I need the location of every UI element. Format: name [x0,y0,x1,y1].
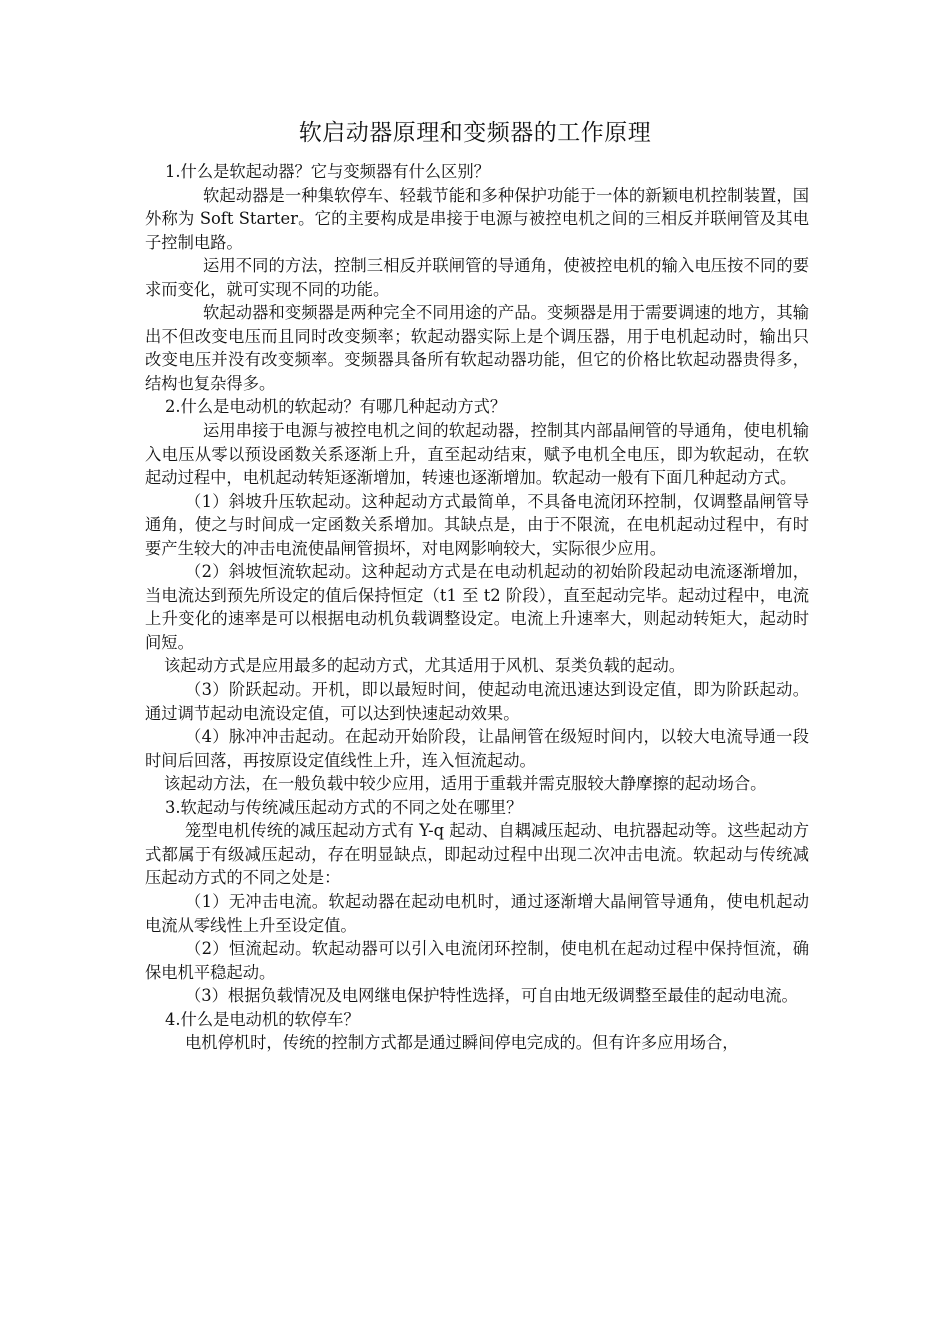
paragraph: （1）斜坡升压软起动。这种起动方式最简单，不具备电流闭环控制，仅调整晶闸管导通角，使之与时间成一定函数关系增加。其缺点是，由于不限流，在电机起动过程中，有时要产生较大的冲击电流使晶闸管损坏，对电网影响较大，实际很少应用。 [145,491,809,558]
paragraph: 软起动器和变频器是两种完全不同用途的产品。变频器是用于需要调速的地方，其输出不但改变电压而且同时改变频率；软起动器实际上是个调压器，用于电机起动时，输出只改变电压并没有改变频率。变频器具备所有软起动器功能，但它的价格比软起动器贵得多，结构也复杂得多。 [145,303,809,393]
section-heading: 3.软起动与传统减压起动方式的不同之处在哪里？ [165,797,523,817]
paragraph: 该起动方法，在一般负载中较少应用，适用于重载并需克服较大静摩擦的起动场合。 [164,774,767,794]
section-heading: 1.什么是软起动器？它与变频器有什么区别？ [165,162,490,181]
paragraph: （2）恒流起动。软起动器可以引入电流闭环控制，使电机在起动过程中保持恒流，确保电机平稳起动。 [145,939,809,982]
paragraph: 运用串接于电源与被控电机之间的软起动器，控制其内部晶闸管的导通角，使电机输入电压从零以预设函数关系逐渐上升，直至起动结束，赋予电机全电压，即为软起动，在软起动过程中，电机起动转矩逐渐增加，转速也逐渐增加。软起动一般有下面几种起动方式。 [145,421,809,488]
paragraph: 笼型电机传统的减压起动方式有 Y-q 起动、自耦减压起动、电抗器起动等。这些起动方式都属于有级减压起动，存在明显缺点，即起动过程中出现二次冲击电流。软起动与传统减压起动方式的不同之处是： [145,821,809,888]
paragraph: （3）阶跃起动。开机，即以最短时间，使起动电流迅速达到设定值，即为阶跃起动。通过调节起动电流设定值，可以达到快速起动效果。 [145,680,809,723]
paragraph: 软起动器是一种集软停车、轻载节能和多种保护功能于一体的新颖电机控制装置，国外称为 Soft Starter。它的主要构成是串接于电源与被控电机之间的三相反并联闸管及其电子控制电路。 [145,185,809,252]
paragraph: （1）无冲击电流。软起动器在起动电机时，通过逐渐增大晶闸管导通角，使电机起动电流从零线性上升至设定值。 [145,891,809,935]
document-body [145,160,809,1055]
paragraph: （4）脉冲冲击起动。在起动开始阶段，让晶闸管在级短时间内，以较大电流导通一段时间后回落，再按原设定值线性上升，连入恒流起动。 [145,727,809,770]
paragraph: 该起动方式是应用最多的起动方式，尤其适用于风机、泵类负载的起动。 [164,656,686,676]
paragraph: 运用不同的方法，控制三相反并联闸管的导通角，使被控电机的输入电压按不同的要求而变化，就可实现不同的功能。 [145,256,809,299]
paragraph: （2）斜坡恒流软起动。这种起动方式是在电动机起动的初始阶段起动电流逐渐增加，当电流达到预先所设定的值后保持恒定（t1 至 t2 阶段），直至起动完毕。起动过程中，电流上升变化的速率是可以根据电动机负载调整设定。电流上升速率大，则起动转矩大，起动时间短。 [145,562,809,652]
document-title: 软启动器原理和变频器的工作原理 [298,120,652,146]
section-heading: 4.什么是电动机的软停车？ [165,1009,360,1029]
section-heading: 2.什么是电动机的软起动？有哪几种起动方式？ [165,397,507,417]
paragraph: 电机停机时，传统的控制方式都是通过瞬间停电完成的。但有许多应用场合， [185,1033,739,1053]
paragraph: （3）根据负载情况及电网继电保护特性选择，可自由地无级调整至最佳的起动电流。 [185,986,798,1006]
